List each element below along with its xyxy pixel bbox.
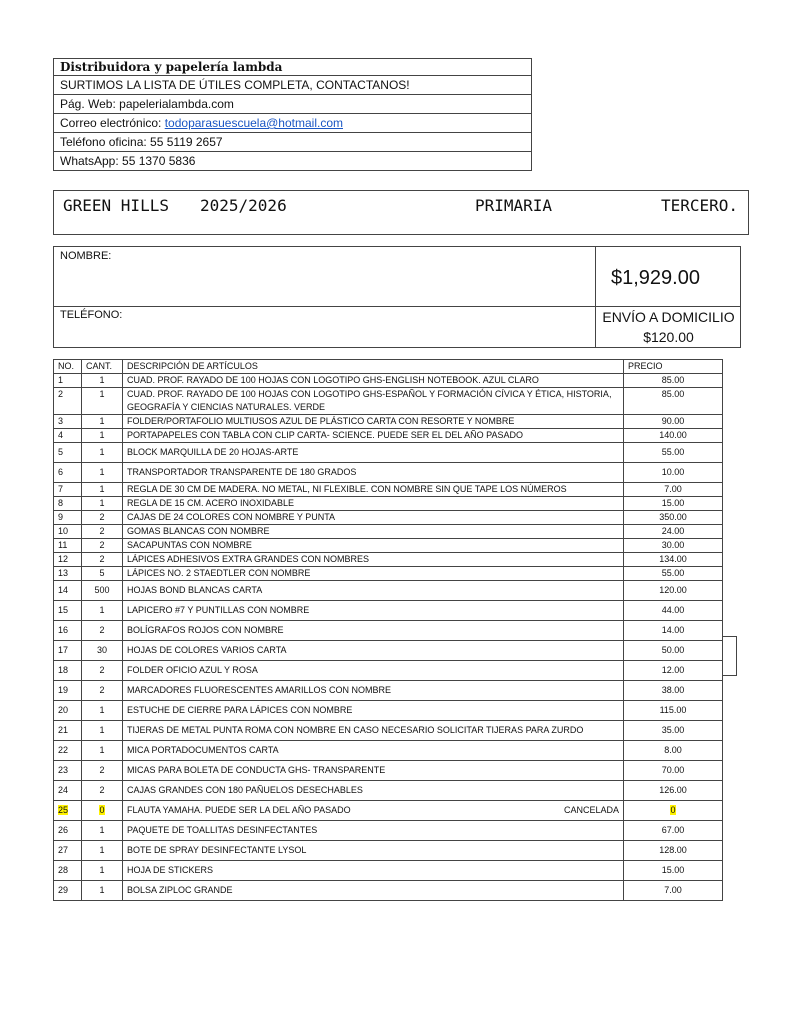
cell-no: 24 <box>54 781 82 801</box>
cell-no: 23 <box>54 761 82 781</box>
table-row <box>54 841 723 861</box>
cell-no: 8 <box>54 497 82 511</box>
cell-price: 350.00 <box>624 511 723 525</box>
cell-price: 35.00 <box>624 721 723 741</box>
header-no: NO. <box>54 360 82 374</box>
cell-no: 26 <box>54 821 82 841</box>
email-label: Correo electrónico: <box>60 116 165 130</box>
cell-price: 0 <box>624 801 723 821</box>
cell-price: 85.00 <box>624 388 723 415</box>
cell-no: 29 <box>54 881 82 901</box>
cell-qty: 2 <box>82 511 123 525</box>
cell-qty: 1 <box>82 429 123 443</box>
table-row <box>54 511 723 525</box>
table-row <box>54 567 723 581</box>
cell-description <box>123 511 624 525</box>
description-text: CUAD. PROF. RAYADO DE 100 HOJAS CON LOGOTIPO GHS-ENGLISH NOTEBOOK. AZUL CLARO <box>127 375 539 385</box>
cell-price: 12.00 <box>624 661 723 681</box>
description-text: HOJAS DE COLORES VARIOS CARTA <box>127 645 287 655</box>
table-row <box>54 881 723 901</box>
cell-price: 70.00 <box>624 761 723 781</box>
cell-price: 55.00 <box>624 443 723 463</box>
description-text: BOTE DE SPRAY DESINFECTANTE LYSOL <box>127 845 307 855</box>
email-link[interactable]: todoparasuescuela@hotmail.com <box>164 116 343 130</box>
cell-no: 20 <box>54 701 82 721</box>
cell-qty: 2 <box>82 553 123 567</box>
description-text: REGLA DE 30 CM DE MADERA. NO METAL, NI FLEXIBLE. CON NOMBRE SIN QUE TAPE LOS NÚMEROS <box>127 484 567 494</box>
description-text: CAJAS DE 24 COLORES CON NOMBRE Y PUNTA <box>127 512 336 522</box>
cell-price: 126.00 <box>624 781 723 801</box>
cell-description <box>123 741 624 761</box>
school-grade: TERCERO. <box>661 196 739 215</box>
cell-no: 13 <box>54 567 82 581</box>
table-row <box>54 443 723 463</box>
cell-description <box>123 483 624 497</box>
cell-description <box>123 601 624 621</box>
table-row <box>54 761 723 781</box>
table-row <box>54 525 723 539</box>
description-text: CAJAS GRANDES CON 180 PAÑUELOS DESECHABLES <box>127 785 363 795</box>
website: Pág. Web: papelerialambda.com <box>54 95 531 114</box>
cell-no: 14 <box>54 581 82 601</box>
cell-price: 14.00 <box>624 621 723 641</box>
cell-description <box>123 681 624 701</box>
cell-description <box>123 641 624 661</box>
cell-no: 15 <box>54 601 82 621</box>
table-row <box>54 374 723 388</box>
cell-qty: 0 <box>82 801 123 821</box>
description-text: FOLDER/PORTAFOLIO MULTIUSOS AZUL DE PLÁSTICO CARTA CON RESORTE Y NOMBRE <box>127 416 515 426</box>
cell-no: 2 <box>54 388 82 415</box>
table-row <box>54 801 723 821</box>
description-text: HOJA DE STICKERS <box>127 865 214 875</box>
description-text: BOLÍGRAFOS ROJOS CON NOMBRE <box>127 625 284 635</box>
cell-qty: 2 <box>82 621 123 641</box>
table-row <box>54 429 723 443</box>
cell-price: 7.00 <box>624 483 723 497</box>
cell-no: 3 <box>54 415 82 429</box>
cell-price: 90.00 <box>624 415 723 429</box>
cell-no: 9 <box>54 511 82 525</box>
table-row <box>54 721 723 741</box>
cell-qty: 1 <box>82 443 123 463</box>
cell-description <box>123 539 624 553</box>
email-row <box>54 114 531 133</box>
contact-box <box>53 58 532 171</box>
cell-no: 19 <box>54 681 82 701</box>
cell-description <box>123 463 624 483</box>
cell-price: 44.00 <box>624 601 723 621</box>
cell-description <box>123 661 624 681</box>
cell-no: 17 <box>54 641 82 661</box>
cell-description <box>123 721 624 741</box>
table-row <box>54 553 723 567</box>
cell-price: 55.00 <box>624 567 723 581</box>
cell-description <box>123 581 624 601</box>
cell-qty: 1 <box>82 881 123 901</box>
cell-no: 18 <box>54 661 82 681</box>
border-fragment <box>722 636 737 676</box>
description-text: GOMAS BLANCAS CON NOMBRE <box>127 526 270 536</box>
cell-price: 134.00 <box>624 553 723 567</box>
cell-no: 6 <box>54 463 82 483</box>
table-row <box>54 497 723 511</box>
cell-qty: 1 <box>82 388 123 415</box>
cell-qty: 5 <box>82 567 123 581</box>
cell-qty: 1 <box>82 374 123 388</box>
cell-description <box>123 621 624 641</box>
table-row <box>54 701 723 721</box>
cell-description <box>123 821 624 841</box>
cell-price: 24.00 <box>624 525 723 539</box>
shipping-price: $120.00 <box>643 329 694 345</box>
cell-description <box>123 415 624 429</box>
cell-description <box>123 781 624 801</box>
cell-no: 27 <box>54 841 82 861</box>
cell-no: 7 <box>54 483 82 497</box>
cell-no: 21 <box>54 721 82 741</box>
items-table <box>53 359 723 901</box>
description-text: CUAD. PROF. RAYADO DE 100 HOJAS CON LOGOTIPO GHS-ESPAÑOL Y FORMACIÓN CÍVICA Y ÉTICA, HISTORIA, GEOGRAFÍA Y CIENCIAS NATURALES. VERDE <box>127 389 612 412</box>
cell-qty: 2 <box>82 781 123 801</box>
cell-price: 120.00 <box>624 581 723 601</box>
description-text: PORTAPAPELES CON TABLA CON CLIP CARTA- SCIENCE. PUEDE SER EL DEL AÑO PASADO <box>127 430 523 440</box>
description-text: MICA PORTADOCUMENTOS CARTA <box>127 745 279 755</box>
cell-qty: 2 <box>82 539 123 553</box>
cell-no: 25 <box>54 801 82 821</box>
description-text: ESTUCHE DE CIERRE PARA LÁPICES CON NOMBRE <box>127 705 353 715</box>
table-row <box>54 539 723 553</box>
customer-box <box>53 246 741 348</box>
description-text: REGLA DE 15 CM. ACERO INOXIDABLE <box>127 498 295 508</box>
cell-price: 50.00 <box>624 641 723 661</box>
cell-no: 28 <box>54 861 82 881</box>
description-text: LÁPICES NO. 2 STAEDTLER CON NOMBRE <box>127 568 311 578</box>
table-row <box>54 415 723 429</box>
description-text: BOLSA ZIPLOC GRANDE <box>127 885 233 895</box>
divider <box>54 306 740 307</box>
cell-description <box>123 429 624 443</box>
table-row <box>54 681 723 701</box>
status-cancelled: CANCELADA <box>563 805 619 815</box>
shipping-label: ENVÍO A DOMICILIO <box>602 309 735 325</box>
table-header <box>54 360 723 374</box>
cell-description <box>123 497 624 511</box>
office-phone: Teléfono oficina: 55 5119 2657 <box>54 133 531 152</box>
cell-no: 1 <box>54 374 82 388</box>
description-text: HOJAS BOND BLANCAS CARTA <box>127 585 263 595</box>
cell-qty: 2 <box>82 661 123 681</box>
description-text: LÁPICES ADHESIVOS EXTRA GRANDES CON NOMBRES <box>127 554 370 564</box>
description-text: MICAS PARA BOLETA DE CONDUCTA GHS- TRANSPARENTE <box>127 765 386 775</box>
phone-label: TELÉFONO: <box>60 309 123 321</box>
description-text: BLOCK MARQUILLA DE 20 HOJAS-ARTE <box>127 447 299 457</box>
table-row <box>54 741 723 761</box>
header-description: DESCRIPCIÓN DE ARTÍCULOS <box>123 360 624 374</box>
cell-price: 140.00 <box>624 429 723 443</box>
business-name: Distribuidora y papelería lambda <box>54 59 531 76</box>
cell-qty: 1 <box>82 821 123 841</box>
table-row <box>54 821 723 841</box>
description-text: TIJERAS DE METAL PUNTA ROMA CON NOMBRE EN CASO NECESARIO SOLICITAR TIJERAS PARA ZURDO <box>127 725 584 735</box>
cell-qty: 2 <box>82 761 123 781</box>
cell-qty: 1 <box>82 415 123 429</box>
table-row <box>54 388 723 415</box>
cell-no: 4 <box>54 429 82 443</box>
description-text: MARCADORES FLUORESCENTES AMARILLOS CON NOMBRE <box>127 685 392 695</box>
cell-price: 115.00 <box>624 701 723 721</box>
cell-price: 15.00 <box>624 861 723 881</box>
cell-qty: 1 <box>82 601 123 621</box>
cell-price: 67.00 <box>624 821 723 841</box>
school-name: GREEN HILLS <box>63 196 169 215</box>
cell-qty: 2 <box>82 681 123 701</box>
description-text: TRANSPORTADOR TRANSPARENTE DE 180 GRADOS <box>127 467 357 477</box>
cell-description <box>123 761 624 781</box>
cell-qty: 1 <box>82 701 123 721</box>
cell-description <box>123 374 624 388</box>
cell-price: 8.00 <box>624 741 723 761</box>
cell-price: 30.00 <box>624 539 723 553</box>
table-row <box>54 581 723 601</box>
table-row <box>54 781 723 801</box>
table-row <box>54 483 723 497</box>
school-year: 2025/2026 <box>200 196 287 215</box>
cell-price: 85.00 <box>624 374 723 388</box>
header-qty: CANT. <box>82 360 123 374</box>
header-price: PRECIO <box>624 360 723 374</box>
cell-qty: 1 <box>82 463 123 483</box>
description-text: FLAUTA YAMAHA. PUEDE SER LA DEL AÑO PASADO <box>127 805 351 815</box>
cell-price: 15.00 <box>624 497 723 511</box>
cell-description <box>123 801 624 821</box>
table-row <box>54 621 723 641</box>
cell-description <box>123 567 624 581</box>
cell-no: 16 <box>54 621 82 641</box>
cell-no: 11 <box>54 539 82 553</box>
whatsapp: WhatsApp: 55 1370 5836 <box>60 154 196 168</box>
cell-no: 12 <box>54 553 82 567</box>
cell-qty: 1 <box>82 497 123 511</box>
cell-description <box>123 881 624 901</box>
tagline: SURTIMOS LA LISTA DE ÚTILES COMPLETA, CONTACTANOS! <box>54 76 531 95</box>
cell-qty: 1 <box>82 861 123 881</box>
description-text: PAQUETE DE TOALLITAS DESINFECTANTES <box>127 825 318 835</box>
school-banner <box>53 190 749 235</box>
cell-qty: 1 <box>82 841 123 861</box>
cell-description <box>123 443 624 463</box>
cell-price: 10.00 <box>624 463 723 483</box>
cell-price: 7.00 <box>624 881 723 901</box>
cell-no: 5 <box>54 443 82 463</box>
description-text: LAPICERO #7 Y PUNTILLAS CON NOMBRE <box>127 605 310 615</box>
table-row <box>54 601 723 621</box>
cell-qty: 2 <box>82 525 123 539</box>
cell-description <box>123 841 624 861</box>
cell-price: 38.00 <box>624 681 723 701</box>
table-row <box>54 661 723 681</box>
name-label: NOMBRE: <box>60 250 112 262</box>
cell-description <box>123 553 624 567</box>
cell-price: 128.00 <box>624 841 723 861</box>
cell-qty: 1 <box>82 483 123 497</box>
cell-qty: 1 <box>82 741 123 761</box>
description-text: FOLDER OFICIO AZUL Y ROSA <box>127 665 258 675</box>
cell-description <box>123 861 624 881</box>
table-row <box>54 463 723 483</box>
school-level: PRIMARIA <box>475 196 553 215</box>
cell-no: 22 <box>54 741 82 761</box>
cell-no: 10 <box>54 525 82 539</box>
description-text: SACAPUNTAS CON NOMBRE <box>127 540 252 550</box>
cell-description <box>123 525 624 539</box>
table-row <box>54 641 723 661</box>
cell-qty: 30 <box>82 641 123 661</box>
cell-qty: 500 <box>82 581 123 601</box>
cell-description <box>123 388 624 415</box>
total-price: $1,929.00 <box>611 267 700 289</box>
cell-qty: 1 <box>82 721 123 741</box>
cell-description <box>123 701 624 721</box>
table-row <box>54 861 723 881</box>
